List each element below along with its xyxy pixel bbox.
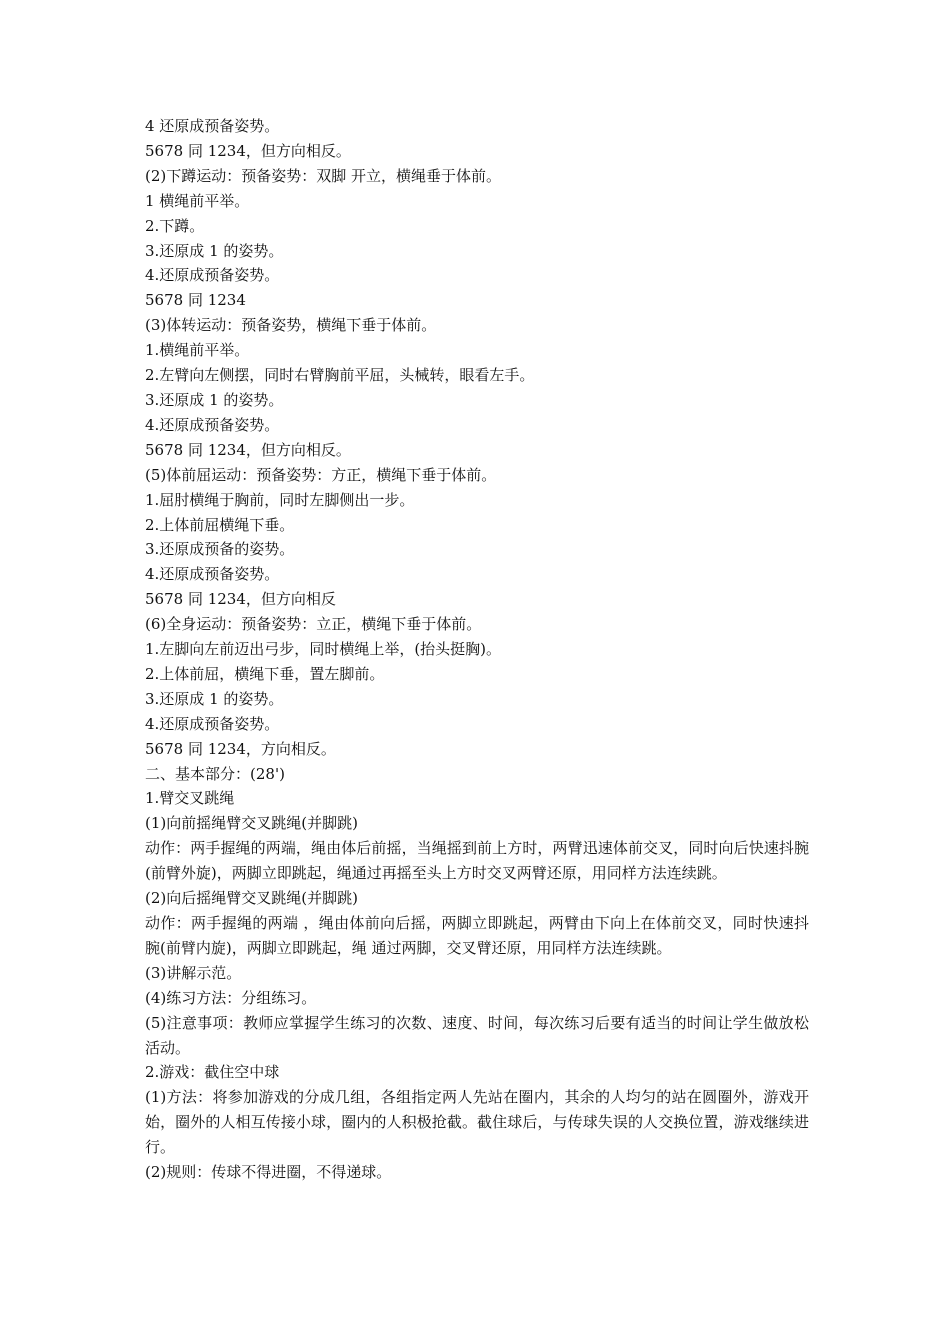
subsection-heading: 2.游戏：截住空中球 — [145, 1063, 280, 1082]
text-line: 1.横绳前平举。 — [145, 341, 250, 360]
text-line: 5678 同 1234，但方向相反 — [145, 590, 336, 609]
text-line: (5)体前屈运动：预备姿势：方正，横绳下垂于体前。 — [145, 465, 497, 484]
subsection-heading: 1.臂交叉跳绳 — [145, 789, 235, 808]
text-line: (2)下蹲运动：预备姿势：双脚 开立，横绳垂于体前。 — [145, 166, 502, 185]
text-line: (2)向后摇绳臂交叉跳绳(并脚跳) — [145, 889, 358, 908]
paragraph: (1)方法：将参加游戏的分成几组，各组指定两人先站在圈内，其余的人均匀的站在圆圈外，游戏开始，圈外的人相互传接小球，圈内的人积极抢截。截住球后，与传球失误的人交换位置，游戏继续进行。 — [145, 1088, 809, 1157]
text-line: 3.还原成 1 的姿势。 — [145, 689, 284, 708]
text-line: 3.还原成预备的姿势。 — [145, 540, 295, 559]
text-line: 2.下蹲。 — [145, 216, 205, 235]
document-page — [145, 114, 809, 1185]
text-line: 4 还原成预备姿势。 — [145, 117, 280, 135]
paragraph: (5)注意事项：教师应掌握学生练习的次数、速度、时间，每次练习后要有适当的时间让学生做放松活动。 — [145, 1013, 809, 1057]
text-line: 5678 同 1234 — [145, 291, 246, 310]
section-heading: 二、基本部分：(28') — [145, 764, 285, 783]
text-line: 2.上体前屈，横绳下垂，置左脚前。 — [145, 664, 385, 683]
text-line: 4.还原成预备姿势。 — [145, 415, 280, 434]
text-line: (6)全身运动：预备姿势：立正，横绳下垂于体前。 — [145, 615, 482, 634]
text-line: 4.还原成预备姿势。 — [145, 565, 280, 584]
text-line: 3.还原成 1 的姿势。 — [145, 241, 284, 260]
text-line: 4.还原成预备姿势。 — [145, 714, 280, 733]
text-line: (3)体转运动：预备姿势，横绳下垂于体前。 — [145, 316, 437, 335]
text-line: (2)规则：传球不得进圈，不得递球。 — [145, 1163, 392, 1182]
text-line: 4.还原成预备姿势。 — [145, 266, 280, 285]
text-line: 2.上体前屈横绳下垂。 — [145, 515, 295, 534]
paragraph: 动作：两手握绳的两端 ，绳由体前向后摇，两脚立即跳起，两臂由下向上在体前交叉，同时快速抖腕(前臂内旋)，两脚立即跳起，绳 通过两脚，交叉臂还原，用同样方法连续跳。 — [145, 914, 809, 957]
text-line: 5678 同 1234，但方向相反。 — [145, 141, 351, 160]
text-line: (4)练习方法：分组练习。 — [145, 988, 317, 1007]
text-line: 3.还原成 1 的姿势。 — [145, 390, 284, 409]
text-line: (3)讲解示范。 — [145, 963, 242, 982]
text-line: 2.左臂向左侧摆，同时右臂胸前平屈，头械转，眼看左手。 — [145, 366, 535, 385]
paragraph: 动作：两手握绳的两端，绳由体后前摇，当绳摇到前上方时，两臂迅速体前交叉，同时向后快速抖腕(前臂外旋)，两脚立即跳起，绳通过再摇至头上方时交叉两臂还原，用同样方法连续跳。 — [145, 839, 809, 883]
text-line: 5678 同 1234，但方向相反。 — [145, 440, 351, 459]
text-line: 1 横绳前平举。 — [145, 191, 250, 210]
text-line: 1.屈肘横绳于胸前，同时左脚侧出一步。 — [145, 490, 415, 509]
text-line: 5678 同 1234，方向相反。 — [145, 739, 336, 758]
text-line: 1.左脚向左前迈出弓步，同时横绳上举，(抬头挺胸)。 — [145, 640, 502, 659]
text-line: (1)向前摇绳臂交叉跳绳(并脚跳) — [145, 814, 358, 833]
